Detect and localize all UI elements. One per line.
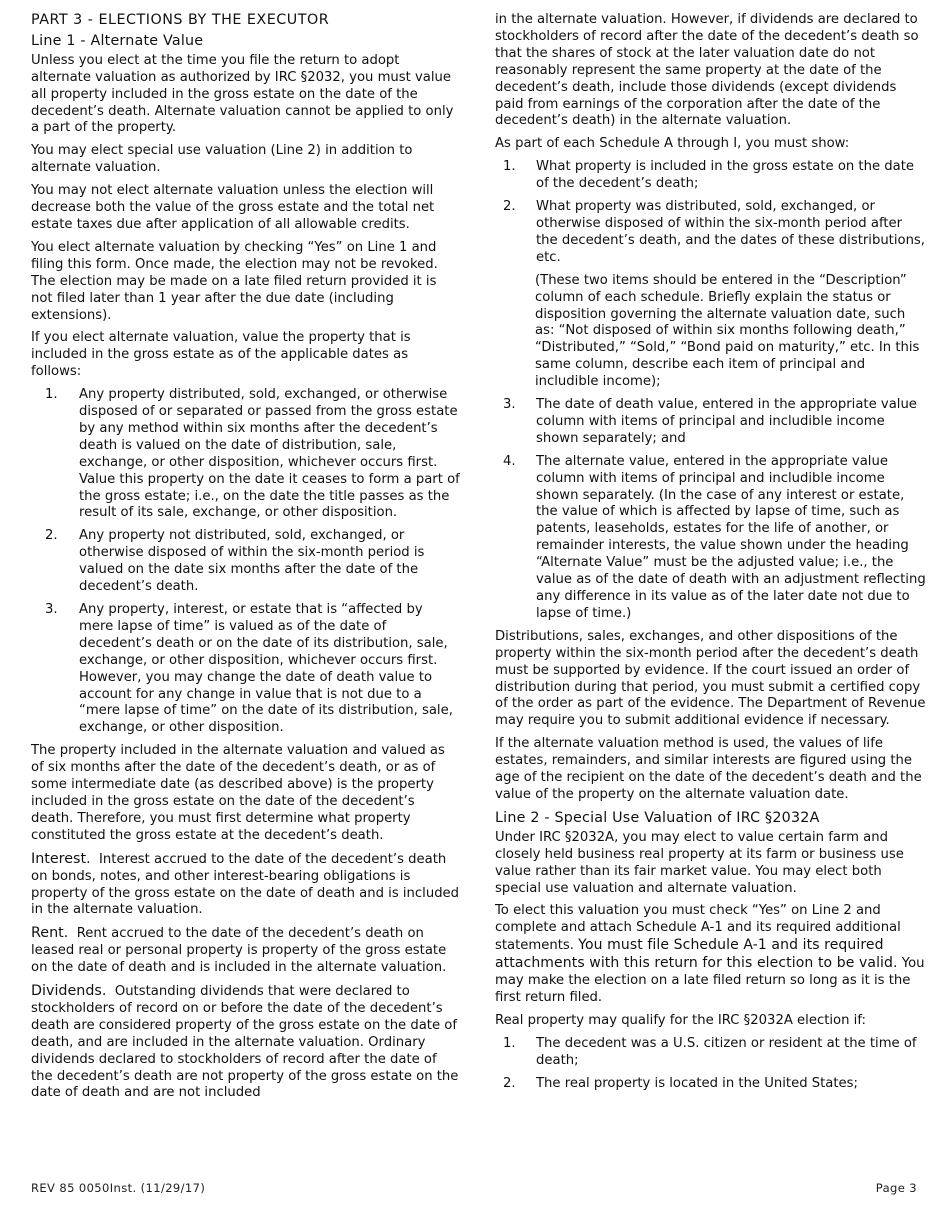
part-heading: PART 3 - ELECTIONS BY THE EXECUTOR	[31, 12, 330, 28]
paragraph: Under IRC §2032A, you may elect to value certain farm and closely held business real property at its farm or business use value rather than its fair market value. You may elect both special use valuation and alternate valuation.	[495, 829, 904, 896]
list-item	[495, 199, 927, 267]
list-number: 3.	[45, 602, 58, 617]
list-number: 4.	[503, 453, 516, 469]
list-item	[31, 602, 461, 737]
list-item	[495, 397, 927, 448]
qualification-list	[495, 1036, 927, 1093]
paragraph: The property included in the alternate valuation and valued as of six months after the date of the decedent’s death, or as of some intermediate date (as described above) is the property included in the gross estate on the date of the decedent’s death. Therefore, you must first determine what property constituted the gross estate at the decedent’s death.	[31, 743, 445, 843]
description-note: (These two items should be entered in the “Description” column of each schedule. Briefly explain the status or disposition governing the alternate valuation date, such as: “Not disposed of within six months following death,” “Distributed,” “Sold,” “Bond paid on maturity,” etc. In this same column, describe each item of principal and includible income);	[535, 272, 920, 390]
list-number: 2.	[45, 528, 58, 544]
paragraph: You may elect special use valuation (Line 2) in addition to alternate valuation.	[31, 143, 413, 176]
list-item	[495, 454, 927, 623]
interest-paragraph	[31, 851, 461, 920]
list-number: 1.	[503, 1035, 516, 1051]
list-item	[495, 1036, 927, 1070]
list-number: 2.	[503, 1075, 516, 1091]
schedule-list	[495, 159, 927, 266]
interest-lead: Interest.	[31, 850, 91, 867]
paragraph: in the alternate valuation. However, if dividends are declared to stockholders of record after the date of the decedent’s death so that the shares of stock at the later valuation date do not reasonably represent the same property at the date of the decedent’s death, include those dividends (except dividends paid from earnings of the corporation after the date of the decedent’s death) in the alternate valuation.	[495, 12, 919, 129]
dividends-lead: Dividends.	[31, 983, 107, 1000]
list-number: 1.	[503, 159, 516, 175]
list-number: 3.	[503, 397, 516, 413]
list-text: What property is included in the gross estate on the date of the decedent’s death;	[536, 159, 915, 192]
list-text: The real property is located in the United States;	[536, 1075, 858, 1091]
paragraph: If you elect alternate valuation, value the property that is included in the gross estate as of the applicable dates as follows:	[31, 330, 411, 380]
paragraph: Unless you elect at the time you file the return to adopt alternate valuation as authorized by IRC §2032, you must value all property included in the gross estate on the date of the decedent’s death. Alternate valuation cannot be applied to only a part of the property.	[31, 52, 454, 136]
left-column	[31, 12, 461, 1108]
list-item	[31, 387, 461, 522]
paragraph: You may not elect alternate valuation unless the election will decrease both the value of the gross estate and the total net estate taxes due after application of all allowable credits.	[31, 183, 435, 232]
list-item	[495, 1076, 927, 1093]
right-column	[495, 12, 927, 1098]
election-late-filing: You may make the election on a late filed return so long as it is the first return filed.	[495, 956, 925, 1005]
paragraph: You elect alternate valuation by checking “Yes” on Line 1 and filing this form. Once made, the election may not be revoked. The election may be made on a late filed return provided it is not filed later than 1 year after the due date (including extensions).	[31, 239, 438, 323]
line2-heading: Line 2 - Special Use Valuation of IRC §2032A	[495, 809, 820, 826]
list-text: The decedent was a U.S. citizen or resident at the time of death;	[536, 1035, 917, 1068]
list-text: Any property not distributed, sold, exchanged, or otherwise disposed of within the six-month period is valued on the date six months after the date of the decedent’s death.	[79, 528, 425, 595]
list-text: The alternate value, entered in the appropriate value column with items of principal and includible income shown separately. (In the case of any interest or estate, the value of which is affected by lapse of time, such as patents, leaseholds, estates for the life of another, or remainder interests, the value shown under the heading “Alternate Value” must be the adjusted value; i.e., the value as of the date of death with an adjustment reflecting any difference in its value as of the later date not due to lapse of time.)	[536, 453, 926, 621]
paragraph: Real property may qualify for the IRC §2032A election if:	[495, 1012, 866, 1028]
line1-heading: Line 1 - Alternate Value	[31, 32, 204, 49]
page-number: Page 3	[875, 1181, 917, 1195]
election-paragraph	[495, 903, 927, 1006]
list-number: 1.	[45, 387, 58, 403]
paragraph: Distributions, sales, exchanges, and other dispositions of the property within the six-month period after the decedent’s death must be supported by evidence. If the court issued an order of distribution during that period, you must submit a certified copy of the order as part of the evidence. The Department of Revenue may require you to submit additional evidence if necessary.	[495, 628, 926, 729]
list-text: What property was distributed, sold, exchanged, or otherwise disposed of within the six-month period after the decedent’s death, and the dates of these distributions, etc.	[536, 199, 925, 265]
election-requirement: You must file Schedule A-1 and its required attachments with this return for this election to be valid.	[495, 937, 898, 972]
dividends-text: Outstanding dividends that were declared to stockholders of record on or before the date of the decedent’s death are considered property of the gross estate on the date of death, and are included in the alternate valuation. Ordinary dividends declared to stockholders of record after the date of the decedent’s death are not property of the gross estate on the date of death and are not included	[31, 984, 459, 1101]
schedule-list-continued	[495, 397, 927, 623]
form-id-footer: REV 85 0050Inst. (11/29/17)	[31, 1181, 206, 1195]
list-text: Any property distributed, sold, exchanged, or otherwise disposed of or separated or passed from the gross estate by any method within six months after the decedent’s death is valued on the date of distribution, sale, exchange, or other disposition, whichever occurs first. Value this property on the date it ceases to form a part of the gross estate; i.e., on the date the title passes as the result of its sale, exchange, or other disposition.	[79, 387, 460, 521]
paragraph: If the alternate valuation method is used, the values of life estates, remainders, and similar interests are figured using the age of the recipient on the date of the decedent’s death and the value of the property on the alternate valuation date.	[495, 736, 922, 802]
interest-text: Interest accrued to the date of the decedent’s death on bonds, notes, and other interest-bearing obligations is property of the gross estate on the date of death and is included in the alternate valuation.	[31, 851, 460, 918]
list-item	[495, 159, 927, 193]
rent-paragraph	[31, 925, 461, 977]
list-text: The date of death value, entered in the appropriate value column with items of principal and includible income shown separately; and	[536, 397, 917, 446]
election-text: To elect this valuation you must check “Yes” on Line 2 and complete and attach Schedule A-1 and its required additional statements.	[495, 903, 901, 954]
rent-lead: Rent.	[31, 925, 69, 942]
list-text: Any property, interest, or estate that is “affected by mere lapse of time” is valued as of the date of decedent’s death or on the date of its distribution, sale, exchange, or other disposition, whichever occurs first. However, you may change the date of death value to account for any change in value that is not due to a “mere lapse of time” on the date of its distribution, sale, exchange, or other disposition.	[79, 602, 453, 736]
dividends-paragraph	[31, 983, 461, 1102]
list-item	[31, 528, 461, 596]
paragraph: As part of each Schedule A through I, you must show:	[495, 136, 850, 152]
valuation-list	[31, 387, 461, 737]
rent-text: Rent accrued to the date of the decedent’s death on leased real or personal property is property of the gross estate on the date of death and is included in the alternate valuation.	[31, 926, 447, 976]
list-number: 2.	[503, 199, 516, 215]
